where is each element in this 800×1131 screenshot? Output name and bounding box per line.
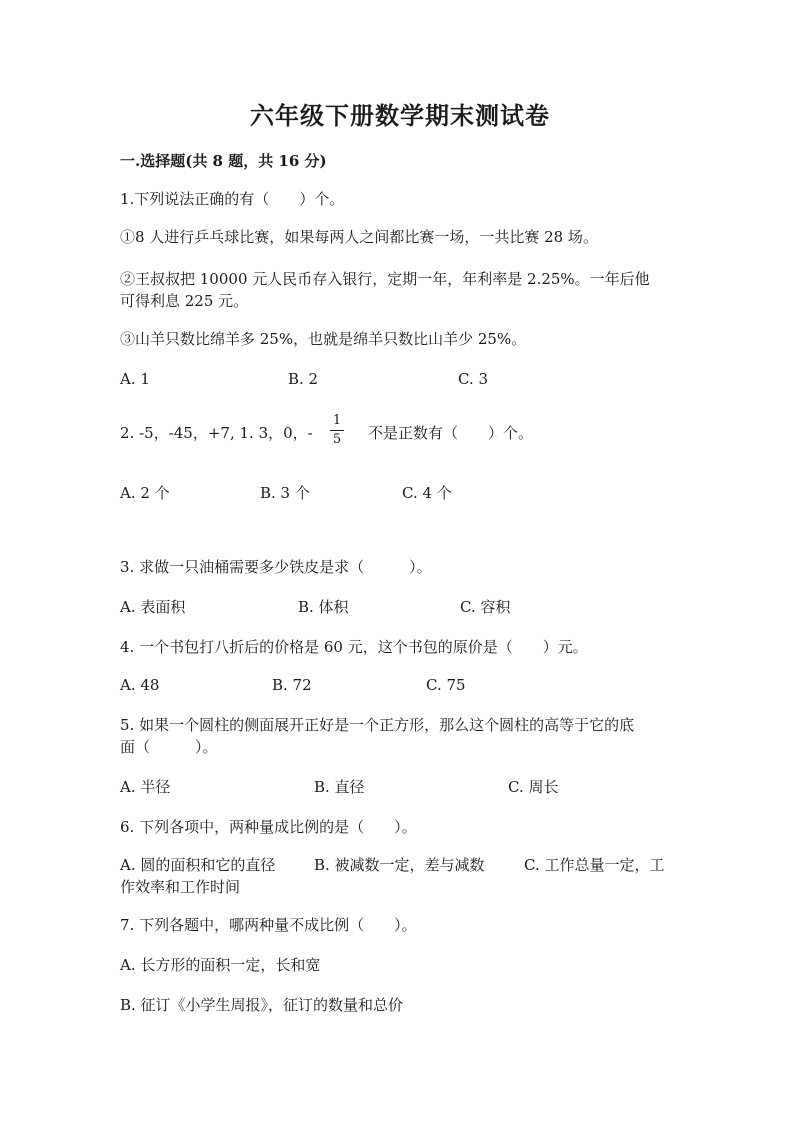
question-1-statement-2-line-2: 可得利息 225 元。 xyxy=(120,292,249,310)
question-6-option-a: A. 圆的面积和它的直径 xyxy=(120,856,276,874)
question-3-option-b: B. 体积 xyxy=(298,598,349,616)
question-6-stem: 6. 下列各项中，两种量成比例的是（ ）。 xyxy=(120,818,417,836)
question-2-stem-start: 2. -5，-45，+7, 1. 3，0，- xyxy=(120,424,313,442)
question-1-option-b: B. 2 xyxy=(288,370,319,388)
question-2-fraction xyxy=(330,414,344,447)
question-2-option-a: A. 2 个 xyxy=(120,484,170,502)
question-4-option-a: A. 48 xyxy=(120,676,160,694)
question-7-option-a: A. 长方形的面积一定，长和宽 xyxy=(120,956,321,974)
question-1-stem: 1.下列说法正确的有（ ）个。 xyxy=(120,190,345,208)
question-3-option-c: C. 容积 xyxy=(460,598,511,616)
question-2-option-c: C. 4 个 xyxy=(402,484,452,502)
question-6-option-c-continued: 作效率和工作时间 xyxy=(120,878,241,896)
fraction-denominator: 5 xyxy=(332,432,342,447)
question-5-option-a: A. 半径 xyxy=(120,778,171,796)
question-1-statement-1: ①8 人进行乒乓球比赛，如果每两人之间都比赛一场，一共比赛 28 场。 xyxy=(120,228,598,246)
question-6-option-c: C. 工作总量一定，工 xyxy=(524,856,665,874)
question-2-option-b: B. 3 个 xyxy=(260,484,310,502)
question-5-stem-line-1: 5. 如果一个圆柱的侧面展开正好是一个正方形，那么这个圆柱的高等于它的底 xyxy=(120,716,635,734)
question-5-stem-line-2: 面（ ）。 xyxy=(120,738,218,756)
question-4-option-b: B. 72 xyxy=(272,676,312,694)
question-4-option-c: C. 75 xyxy=(426,676,466,694)
fraction-numerator: 1 xyxy=(332,413,342,428)
question-5-option-b: B. 直径 xyxy=(314,778,365,796)
question-5-option-c: C. 周长 xyxy=(508,778,559,796)
question-7-option-b: B. 征订《小学生周报》，征订的数量和总价 xyxy=(120,996,404,1014)
page-title: 六年级下册数学期末测试卷 xyxy=(250,101,550,130)
question-3-stem: 3. 求做一只油桶需要多少铁皮是求（ ）。 xyxy=(120,558,432,576)
question-1-statement-3: ③山羊只数比绵羊多 25%，也就是绵羊只数比山羊少 25%。 xyxy=(120,330,527,348)
question-1-statement-2-line-1: ②王叔叔把 10000 元人民币存入银行，定期一年，年利率是 2.25%。一年后他 xyxy=(120,270,650,288)
fraction-bar xyxy=(330,430,344,431)
question-4-stem: 4. 一个书包打八折后的价格是 60 元，这个书包的原价是（ ）元。 xyxy=(120,638,588,656)
question-6-option-b: B. 被减数一定，差与减数 xyxy=(314,856,485,874)
question-1-option-a: A. 1 xyxy=(120,370,150,388)
question-3-option-a: A. 表面积 xyxy=(120,598,186,616)
question-1-option-c: C. 3 xyxy=(458,370,489,388)
question-2-stem-end: 不是正数有（ ）个。 xyxy=(368,424,534,442)
section-heading: 一.选择题(共 8 题，共 16 分) xyxy=(120,152,327,170)
question-7-stem: 7. 下列各题中，哪两种量不成比例（ ）。 xyxy=(120,916,417,934)
